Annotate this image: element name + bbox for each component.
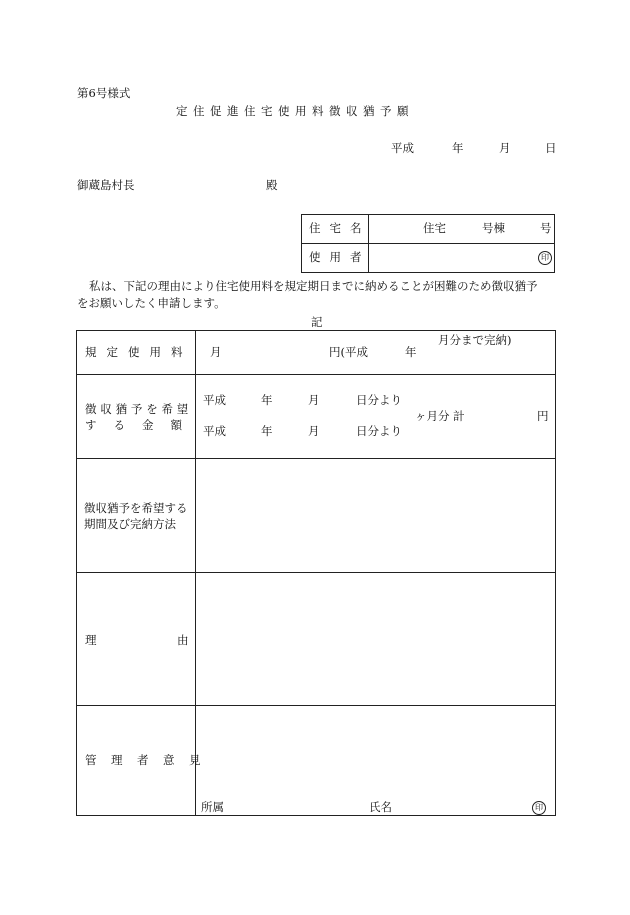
amount-from-year: 年 xyxy=(261,393,273,407)
period-label-line2: 期間及び完納方法 xyxy=(84,517,176,531)
request-text-line1: 私は、下記の理由により住宅使用料を規定期日までに納めることが困難のため徴収猶予 xyxy=(89,279,538,293)
addressee-name: 御蔵島村長 xyxy=(77,178,135,192)
ki-marker: 記 xyxy=(311,315,323,329)
amount-from-month: 月 xyxy=(308,393,320,407)
housing-box-divider xyxy=(302,243,554,244)
building-unit-label: 号棟 xyxy=(482,221,505,235)
housing-name-label: 住宅名 xyxy=(309,221,371,235)
table-row-divider xyxy=(77,705,555,706)
reason-label-right: 由 xyxy=(177,633,189,647)
amount-from-era: 平成 xyxy=(203,393,226,407)
fee-month: 月 xyxy=(210,345,222,359)
opinion-affiliation: 所属 xyxy=(201,800,224,814)
addressee-honorific: 殿 xyxy=(266,178,278,192)
opinion-name: 氏名 xyxy=(369,800,392,814)
amount-to-month: 月 xyxy=(308,424,320,438)
housing-unit-label: 住宅 xyxy=(423,221,446,235)
fee-label: 規定使用料 xyxy=(85,345,193,359)
amount-label-line2: する金額 xyxy=(85,418,199,432)
seal-icon: 印 xyxy=(532,801,546,815)
date-day: 日 xyxy=(545,141,557,155)
amount-to-day: 日分より xyxy=(356,424,402,438)
opinion-label: 管理者意見 xyxy=(85,753,215,767)
fee-yen-heisei: 円(平成 xyxy=(329,345,368,359)
user-label: 使用者 xyxy=(309,250,371,264)
amount-to-year: 年 xyxy=(261,424,273,438)
reason-label-left: 理 xyxy=(85,633,97,647)
table-column-divider xyxy=(195,331,196,815)
date-year: 年 xyxy=(452,141,464,155)
amount-to-era: 平成 xyxy=(203,424,226,438)
seal-icon: 印 xyxy=(538,251,552,265)
housing-box xyxy=(301,214,555,273)
room-unit-label: 号 xyxy=(540,221,552,235)
fee-paid-until: 月分まで完納) xyxy=(438,333,512,347)
main-table xyxy=(76,330,556,816)
period-label-line1: 徴収猶予を希望する xyxy=(84,501,188,515)
form-number: 第6号様式 xyxy=(77,86,131,100)
amount-yen: 円 xyxy=(537,409,549,423)
amount-from-day: 日分より xyxy=(356,393,402,407)
table-row-divider xyxy=(77,572,555,573)
table-row-divider xyxy=(77,458,555,459)
request-text-line2: をお願いしたく申請します。 xyxy=(77,296,226,310)
fee-year: 年 xyxy=(405,345,417,359)
amount-months-total: ヶ月分 計 xyxy=(415,409,465,423)
date-month: 月 xyxy=(499,141,511,155)
amount-label-line1: 徴収猶予を希望 xyxy=(85,402,193,416)
table-row-divider xyxy=(77,374,555,375)
page-title: 定住促進住宅使用料徴収猶予願 xyxy=(176,104,414,118)
date-era: 平成 xyxy=(391,141,414,155)
